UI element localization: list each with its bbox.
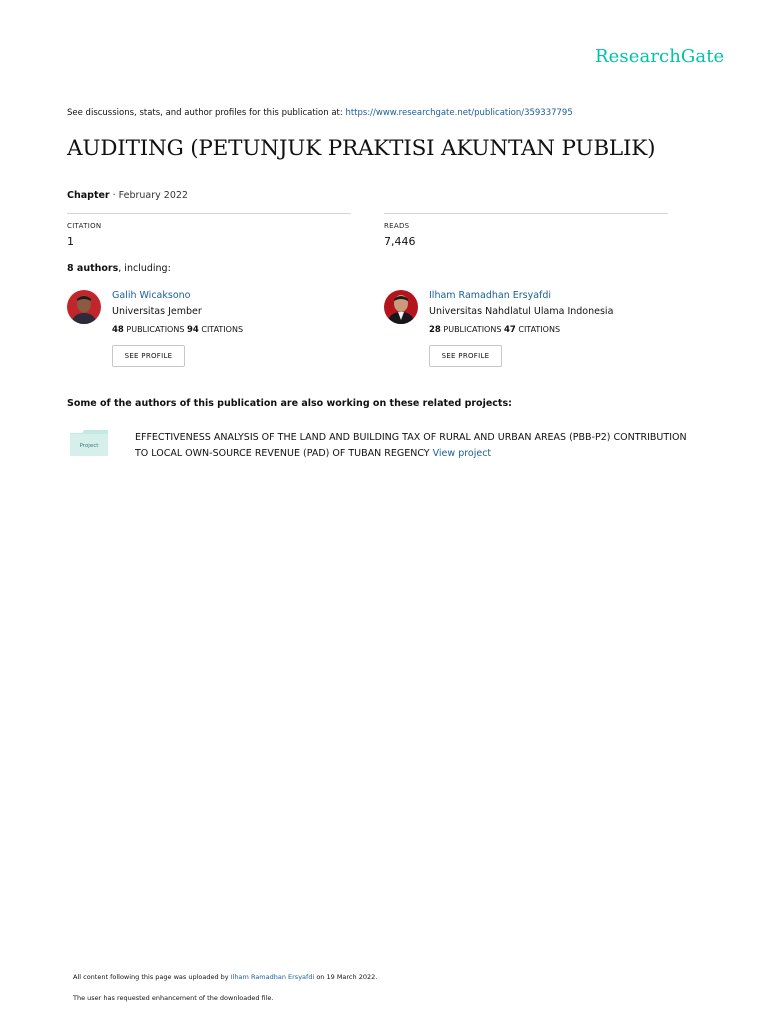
upload-suffix: on 19 March 2022.: [314, 973, 378, 981]
uploader-link[interactable]: Ilham Ramadhan Ersyafdi: [230, 973, 315, 981]
author-avatar[interactable]: [384, 290, 418, 324]
upload-prefix: All content following this page was uploaded by: [73, 973, 231, 981]
reads-label: READS: [384, 222, 410, 230]
author-affiliation: Universitas Jember: [112, 306, 202, 317]
author-publications-label: PUBLICATIONS: [440, 325, 502, 334]
publication-link[interactable]: https://www.researchgate.net/publication/359337795: [345, 108, 573, 118]
citation-value: 1: [67, 235, 74, 248]
discussion-prefix: See discussions, stats, and author profiles for this publication at:: [67, 108, 346, 118]
see-profile-button[interactable]: SEE PROFILE: [429, 345, 502, 367]
project-icon-label: Project: [79, 443, 99, 449]
author-citations-label: CITATIONS: [515, 325, 561, 334]
author-affiliation: Universitas Nahdlatul Ulama Indonesia: [429, 306, 614, 317]
author-name[interactable]: Ilham Ramadhan Ersyafdi: [429, 290, 552, 301]
divider-left: [67, 213, 351, 214]
enhancement-note: The user has requested enhancement of the downloaded file.: [73, 994, 274, 1002]
citation-label: CITATION: [67, 222, 102, 230]
authors-count: 8 authors: [67, 263, 119, 274]
author-citations-count: 47: [503, 325, 516, 335]
publication-type: Chapter: [67, 190, 110, 201]
author-name[interactable]: Galih Wicaksono: [112, 290, 191, 301]
reads-value: 7,446: [384, 235, 416, 248]
author-avatar[interactable]: [67, 290, 101, 324]
author-publications-count: 28: [429, 325, 441, 335]
publication-title: AUDITING (PETUNJUK PRAKTISI AKUNTAN PUBLIK): [67, 136, 656, 161]
discussion-line: [67, 108, 573, 118]
project-title: EFFECTIVENESS ANALYSIS OF THE LAND AND BUILDING TAX OF RURAL AND URBAN AREAS (PBB-P2) CONTRIBUTION TO LOCAL OWN-SOURCE REVENUE (PAD) OF TUBAN REGENCY: [135, 432, 687, 459]
view-project-link[interactable]: View project: [432, 447, 492, 459]
related-projects-heading: Some of the authors of this publication are also working on these related projects:: [67, 398, 512, 409]
avatar-photo-icon: [67, 290, 101, 324]
author-stats: [429, 325, 560, 335]
divider-right: [384, 213, 668, 214]
authors-heading: [67, 263, 171, 274]
project-entry: [135, 430, 695, 461]
see-profile-button[interactable]: SEE PROFILE: [112, 345, 185, 367]
author-publications-label: PUBLICATIONS: [123, 325, 185, 334]
author-stats: [112, 325, 243, 335]
author-citations-count: 94: [186, 325, 199, 335]
researchgate-logo[interactable]: ResearchGate: [595, 46, 725, 67]
project-folder-icon: [70, 430, 108, 456]
avatar-photo-icon: [384, 290, 418, 324]
authors-suffix: , including:: [118, 263, 171, 274]
upload-note: [73, 973, 377, 981]
author-citations-label: CITATIONS: [198, 325, 244, 334]
publication-meta: [67, 190, 188, 201]
publication-date: · February 2022: [109, 190, 188, 201]
author-publications-count: 48: [112, 325, 124, 335]
